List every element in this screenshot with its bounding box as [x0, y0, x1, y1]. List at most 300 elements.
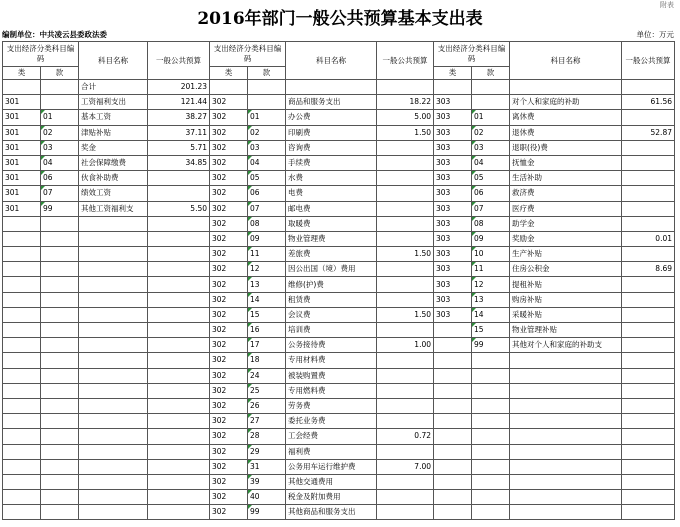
table-row — [3, 323, 675, 338]
item-name: 其他商品和服务支出 — [286, 505, 377, 520]
item-code — [472, 398, 510, 413]
amount-cell — [148, 474, 210, 489]
header-amount: 一般公共预算 — [622, 42, 675, 80]
category-code: 303 — [434, 247, 472, 262]
category-code: 302 — [210, 277, 248, 292]
amount-cell — [148, 292, 210, 307]
item-code: 17 — [248, 338, 286, 353]
category-code — [3, 383, 41, 398]
item-code: 24 — [248, 368, 286, 383]
category-code: 303 — [434, 216, 472, 231]
item-name — [510, 398, 622, 413]
item-name — [79, 398, 148, 413]
item-code — [41, 368, 79, 383]
table-row — [3, 338, 675, 353]
amount-cell — [377, 353, 434, 368]
table-row — [3, 262, 675, 277]
category-code: 302 — [210, 155, 248, 170]
item-name: 物业管理费 — [286, 231, 377, 246]
item-code: 03 — [248, 140, 286, 155]
item-code: 04 — [41, 155, 79, 170]
category-code — [3, 216, 41, 231]
table-body — [3, 80, 675, 520]
item-name — [79, 505, 148, 520]
item-name: 物业管理补贴 — [510, 323, 622, 338]
table-row — [3, 95, 675, 110]
amount-cell — [622, 110, 675, 125]
table-row — [3, 444, 675, 459]
category-code: 302 — [210, 505, 248, 520]
amount-cell — [622, 429, 675, 444]
header-code: 支出经济分类科目编码 — [434, 42, 510, 67]
item-name: 奖金 — [79, 140, 148, 155]
item-name: 离休费 — [510, 110, 622, 125]
category-code: 303 — [434, 201, 472, 216]
item-name — [510, 474, 622, 489]
amount-cell: 52.87 — [622, 125, 675, 140]
amount-cell: 7.00 — [377, 459, 434, 474]
amount-cell: 5.00 — [377, 110, 434, 125]
item-name: 办公费 — [286, 110, 377, 125]
category-code — [3, 277, 41, 292]
category-code: 303 — [434, 125, 472, 140]
item-name: 因公出国（境）费用 — [286, 262, 377, 277]
amount-cell — [377, 398, 434, 413]
item-code — [472, 474, 510, 489]
amount-cell — [622, 201, 675, 216]
category-code: 302 — [210, 474, 248, 489]
item-name — [510, 490, 622, 505]
amount-cell — [622, 383, 675, 398]
item-code: 01 — [41, 110, 79, 125]
amount-cell — [148, 429, 210, 444]
item-name: 其他交通费用 — [286, 474, 377, 489]
item-code: 07 — [41, 186, 79, 201]
item-code — [248, 95, 286, 110]
item-name — [79, 247, 148, 262]
item-name: 助学金 — [510, 216, 622, 231]
amount-cell — [377, 414, 434, 429]
amount-cell — [377, 262, 434, 277]
category-code: 301 — [3, 125, 41, 140]
amount-cell — [148, 398, 210, 413]
header-kuan: 款 — [41, 67, 79, 80]
category-code — [3, 80, 41, 95]
category-code: 301 — [3, 186, 41, 201]
category-code: 302 — [210, 292, 248, 307]
item-name: 其他工资福利支 — [79, 201, 148, 216]
amount-cell — [377, 383, 434, 398]
item-name — [79, 323, 148, 338]
category-code: 302 — [210, 414, 248, 429]
amount-cell — [148, 262, 210, 277]
table-row — [3, 140, 675, 155]
header-name: 科目名称 — [79, 42, 148, 80]
category-code: 302 — [210, 490, 248, 505]
item-name: 劳务费 — [286, 398, 377, 413]
item-name — [79, 353, 148, 368]
category-code — [434, 353, 472, 368]
item-name — [510, 414, 622, 429]
amount-cell: 18.22 — [377, 95, 434, 110]
item-name: 奖励金 — [510, 231, 622, 246]
item-code: 06 — [41, 171, 79, 186]
item-name: 其他对个人和家庭的补助支 — [510, 338, 622, 353]
amount-cell — [622, 444, 675, 459]
amount-cell — [148, 490, 210, 505]
category-code — [434, 414, 472, 429]
item-code — [248, 80, 286, 95]
amount-cell — [377, 171, 434, 186]
item-code — [41, 216, 79, 231]
table-row — [3, 398, 675, 413]
amount-cell — [377, 444, 434, 459]
header-kuan: 款 — [248, 67, 286, 80]
category-code: 303 — [434, 307, 472, 322]
item-code: 03 — [41, 140, 79, 155]
item-code: 02 — [248, 125, 286, 140]
amount-cell — [377, 216, 434, 231]
amount-cell — [377, 140, 434, 155]
item-name: 退职(役)费 — [510, 140, 622, 155]
amount-cell — [148, 216, 210, 231]
item-code: 39 — [248, 474, 286, 489]
category-code — [3, 490, 41, 505]
amount-cell — [622, 353, 675, 368]
amount-cell — [148, 277, 210, 292]
item-code — [472, 414, 510, 429]
item-name — [510, 80, 622, 95]
amount-cell — [622, 474, 675, 489]
amount-cell — [377, 505, 434, 520]
amount-cell — [622, 171, 675, 186]
item-name: 医疗费 — [510, 201, 622, 216]
amount-cell — [622, 277, 675, 292]
amount-cell: 201.23 — [148, 80, 210, 95]
header-row-1 — [3, 42, 675, 67]
amount-cell — [148, 368, 210, 383]
item-name: 维修(护)费 — [286, 277, 377, 292]
item-name: 取暖费 — [286, 216, 377, 231]
category-code — [3, 398, 41, 413]
amount-cell: 61.56 — [622, 95, 675, 110]
header-name: 科目名称 — [286, 42, 377, 80]
item-name: 抚恤金 — [510, 155, 622, 170]
category-code — [210, 80, 248, 95]
item-code — [41, 414, 79, 429]
table-row — [3, 490, 675, 505]
category-code: 303 — [434, 140, 472, 155]
amount-cell — [622, 323, 675, 338]
category-code: 302 — [210, 383, 248, 398]
amount-cell: 5.50 — [148, 201, 210, 216]
table-row — [3, 247, 675, 262]
table-row — [3, 292, 675, 307]
header-lei: 类 — [434, 67, 472, 80]
table-row — [3, 474, 675, 489]
amount-cell — [377, 292, 434, 307]
category-code — [3, 338, 41, 353]
item-name: 专用材料费 — [286, 353, 377, 368]
category-code — [434, 429, 472, 444]
amount-cell — [622, 368, 675, 383]
item-name: 伙食补助费 — [79, 171, 148, 186]
category-code — [434, 80, 472, 95]
header-lei: 类 — [3, 67, 41, 80]
item-code: 07 — [248, 201, 286, 216]
amount-cell — [622, 80, 675, 95]
amount-cell: 38.27 — [148, 110, 210, 125]
amount-cell — [622, 505, 675, 520]
item-code — [41, 323, 79, 338]
amount-cell — [148, 323, 210, 338]
item-name: 手续费 — [286, 155, 377, 170]
amount-cell — [622, 140, 675, 155]
amount-cell: 1.50 — [377, 125, 434, 140]
item-name: 租赁费 — [286, 292, 377, 307]
item-name — [510, 353, 622, 368]
item-name: 住房公积金 — [510, 262, 622, 277]
item-code — [472, 95, 510, 110]
amount-cell — [148, 444, 210, 459]
amount-cell — [148, 353, 210, 368]
item-name — [79, 338, 148, 353]
category-code: 303 — [434, 95, 472, 110]
amount-cell — [377, 231, 434, 246]
item-code — [41, 247, 79, 262]
item-code: 27 — [248, 414, 286, 429]
item-name — [286, 80, 377, 95]
category-code: 301 — [3, 140, 41, 155]
category-code: 302 — [210, 262, 248, 277]
amount-cell: 1.00 — [377, 338, 434, 353]
item-name: 公务接待费 — [286, 338, 377, 353]
table-row — [3, 171, 675, 186]
item-name: 专用燃料费 — [286, 383, 377, 398]
amount-cell — [148, 171, 210, 186]
amount-cell — [377, 368, 434, 383]
category-code: 302 — [210, 95, 248, 110]
table-row — [3, 505, 675, 520]
category-code — [434, 505, 472, 520]
category-code: 302 — [210, 110, 248, 125]
item-code — [472, 80, 510, 95]
item-code — [41, 444, 79, 459]
item-code: 18 — [248, 353, 286, 368]
item-code — [472, 368, 510, 383]
amount-cell — [622, 186, 675, 201]
item-code — [41, 429, 79, 444]
item-name: 生活补助 — [510, 171, 622, 186]
item-code: 01 — [472, 110, 510, 125]
category-code — [3, 353, 41, 368]
item-name: 公务用车运行维护费 — [286, 459, 377, 474]
item-code: 06 — [472, 186, 510, 201]
item-code: 05 — [472, 171, 510, 186]
category-code: 301 — [3, 110, 41, 125]
amount-cell: 34.85 — [148, 155, 210, 170]
item-name: 合计 — [79, 80, 148, 95]
amount-cell — [622, 490, 675, 505]
item-name: 邮电费 — [286, 201, 377, 216]
category-code: 303 — [434, 155, 472, 170]
item-name — [79, 474, 148, 489]
category-code: 302 — [210, 125, 248, 140]
amount-cell — [622, 459, 675, 474]
item-code — [41, 490, 79, 505]
item-code — [41, 95, 79, 110]
category-code — [434, 444, 472, 459]
item-name: 水费 — [286, 171, 377, 186]
item-name — [510, 383, 622, 398]
table-row — [3, 201, 675, 216]
item-name: 福利费 — [286, 444, 377, 459]
item-code: 99 — [248, 505, 286, 520]
category-code: 302 — [210, 307, 248, 322]
item-code — [472, 383, 510, 398]
category-code: 302 — [210, 140, 248, 155]
item-name: 电费 — [286, 186, 377, 201]
item-code: 04 — [248, 155, 286, 170]
category-code — [434, 368, 472, 383]
table-row — [3, 459, 675, 474]
item-code — [472, 353, 510, 368]
amount-cell — [622, 307, 675, 322]
category-code — [3, 505, 41, 520]
item-code: 08 — [248, 216, 286, 231]
item-name: 税金及附加费用 — [286, 490, 377, 505]
item-code — [41, 383, 79, 398]
item-name — [79, 459, 148, 474]
amount-cell — [148, 247, 210, 262]
item-code — [41, 505, 79, 520]
item-name: 津贴补贴 — [79, 125, 148, 140]
item-name — [79, 429, 148, 444]
category-code: 302 — [210, 323, 248, 338]
item-code — [41, 353, 79, 368]
table-row — [3, 216, 675, 231]
table-row — [3, 353, 675, 368]
amount-cell: 1.50 — [377, 307, 434, 322]
category-code — [434, 383, 472, 398]
header-lei: 类 — [210, 67, 248, 80]
item-code: 12 — [248, 262, 286, 277]
amount-cell — [148, 505, 210, 520]
item-code: 09 — [472, 231, 510, 246]
item-code — [41, 262, 79, 277]
amount-cell — [622, 414, 675, 429]
category-code: 302 — [210, 353, 248, 368]
item-code — [472, 505, 510, 520]
amount-cell: 0.01 — [622, 231, 675, 246]
amount-cell — [622, 338, 675, 353]
category-code — [3, 262, 41, 277]
item-name — [79, 277, 148, 292]
item-name: 生产补贴 — [510, 247, 622, 262]
item-code — [472, 444, 510, 459]
item-name: 购房补贴 — [510, 292, 622, 307]
category-code: 303 — [434, 262, 472, 277]
item-name: 委托业务费 — [286, 414, 377, 429]
category-code: 303 — [434, 231, 472, 246]
category-code: 302 — [210, 368, 248, 383]
category-code: 302 — [210, 398, 248, 413]
item-code: 15 — [248, 307, 286, 322]
item-name: 工会经费 — [286, 429, 377, 444]
item-code: 99 — [41, 201, 79, 216]
amount-cell — [622, 398, 675, 413]
item-name — [79, 383, 148, 398]
header-amount: 一般公共预算 — [148, 42, 210, 80]
category-code: 303 — [434, 110, 472, 125]
amount-cell: 121.44 — [148, 95, 210, 110]
category-code: 302 — [210, 459, 248, 474]
item-name — [79, 292, 148, 307]
amount-cell — [148, 231, 210, 246]
item-name — [79, 262, 148, 277]
item-name: 印刷费 — [286, 125, 377, 140]
item-code: 40 — [248, 490, 286, 505]
amount-cell — [622, 216, 675, 231]
item-code: 02 — [472, 125, 510, 140]
amount-cell — [622, 292, 675, 307]
item-name — [79, 414, 148, 429]
amount-cell: 8.69 — [622, 262, 675, 277]
item-code — [472, 429, 510, 444]
item-code: 13 — [472, 292, 510, 307]
category-code — [434, 490, 472, 505]
item-code: 28 — [248, 429, 286, 444]
item-name — [79, 216, 148, 231]
item-code — [41, 307, 79, 322]
item-code: 26 — [248, 398, 286, 413]
item-code: 25 — [248, 383, 286, 398]
item-name — [510, 444, 622, 459]
category-code — [3, 247, 41, 262]
item-code — [41, 292, 79, 307]
item-code — [41, 338, 79, 353]
item-name — [510, 459, 622, 474]
item-code: 14 — [248, 292, 286, 307]
unit-label: 单位：万元 — [636, 30, 674, 39]
item-code: 09 — [248, 231, 286, 246]
category-code — [3, 323, 41, 338]
item-code: 11 — [248, 247, 286, 262]
table-row — [3, 414, 675, 429]
category-code: 303 — [434, 292, 472, 307]
item-name — [79, 490, 148, 505]
category-code — [3, 474, 41, 489]
category-code: 302 — [210, 429, 248, 444]
item-code: 08 — [472, 216, 510, 231]
item-name — [510, 429, 622, 444]
item-code — [41, 398, 79, 413]
item-code — [41, 459, 79, 474]
category-code — [434, 323, 472, 338]
amount-cell — [148, 414, 210, 429]
item-name — [79, 307, 148, 322]
table-row — [3, 186, 675, 201]
item-code: 07 — [472, 201, 510, 216]
category-code — [3, 414, 41, 429]
category-code — [3, 292, 41, 307]
page-title: 2016年部门一般公共预算基本支出表 — [197, 9, 483, 29]
item-code — [41, 231, 79, 246]
amount-cell — [377, 186, 434, 201]
item-code: 05 — [248, 171, 286, 186]
item-name: 绩效工资 — [79, 186, 148, 201]
table-row — [3, 368, 675, 383]
